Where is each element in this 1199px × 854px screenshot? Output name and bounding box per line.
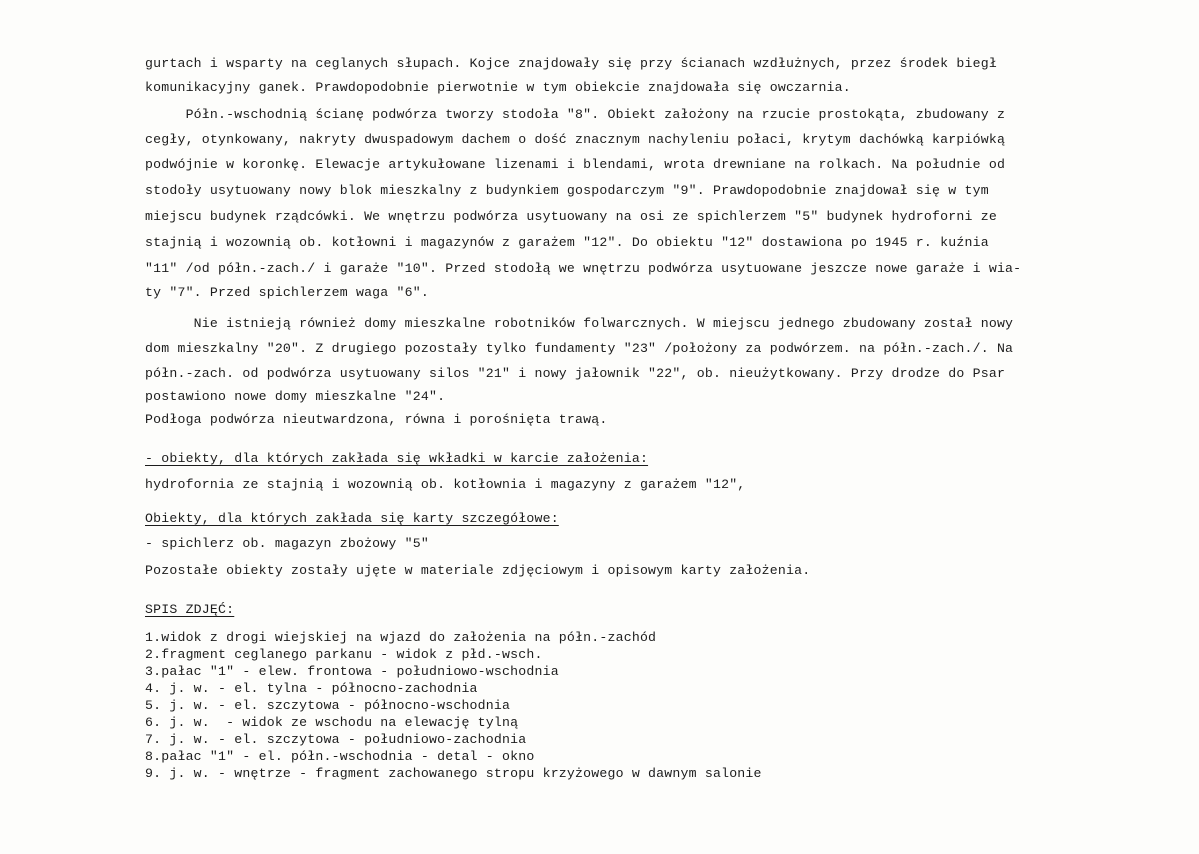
body-line: cegły, otynkowany, nakryty dwuspadowym dachem o dość znacznym nachyleniu połaci, krytym dachówką karpiówką	[145, 132, 1006, 147]
detail-section-note: Pozostałe obiekty zostały ujęte w materiale zdjęciowym i opisowym karty założenia.	[145, 563, 811, 578]
insert-section-text: hydrofornia ze stajnią i wozownią ob. kotłownia i magazyny z garażem "12",	[145, 477, 746, 492]
body-line: postawiono nowe domy mieszkalne "24".	[145, 389, 446, 404]
photo-list-item: 1.widok z drogi wiejskiej na wjazd do założenia na półn.-zachód	[145, 630, 657, 645]
body-line: komunikacyjny ganek. Prawdopodobnie pierwotnie w tym obiekcie znajdowała się owczarnia.	[145, 80, 851, 95]
body-line: dom mieszkalny "20". Z drugiego pozostały tylko fundamenty "23" /położony za podwórzem. na półn.-zach./. Na	[145, 341, 1014, 356]
body-line: "11" /od półn.-zach./ i garaże "10". Przed stodołą we wnętrzu podwórza usytuowane jeszcze nowe garaże i wia-	[145, 261, 1022, 276]
insert-section-heading: - obiekty, dla których zakłada się wkładki w karcie założenia:	[145, 451, 649, 466]
photo-list-heading: SPIS ZDJĘĆ:	[145, 602, 235, 617]
body-line: stajnią i wozownią ob. kotłowni i magazynów z garażem "12". Do obiektu "12" dostawiona po 1945 r. kuźnia	[145, 235, 989, 250]
body-line: półn.-zach. od podwórza usytuowany silos "21" i nowy jałownik "22", ob. nieużytkowany. Przy drodze do Psar	[145, 366, 1006, 381]
photo-list-item: 7. j. w. - el. szczytowa - południowo-zachodnia	[145, 732, 527, 747]
body-line: ty "7". Przed spichlerzem waga "6".	[145, 285, 429, 300]
photo-list-item: 6. j. w. - widok ze wschodu na elewację tylną	[145, 715, 519, 730]
body-line: stodoły usytuowany nowy blok mieszkalny z budynkiem gospodarczym "9". Prawdopodobnie znajdował się w tym	[145, 183, 989, 198]
detail-section-item: - spichlerz ob. magazyn zbożowy "5"	[145, 536, 429, 551]
photo-list-item: 9. j. w. - wnętrze - fragment zachowanego stropu krzyżowego w dawnym salonie	[145, 766, 762, 781]
photo-list-item: 3.pałac "1" - elew. frontowa - południowo-wschodnia	[145, 664, 559, 679]
photo-list-item: 8.pałac "1" - el. półn.-wschodnia - detal - okno	[145, 749, 535, 764]
photo-list-item: 5. j. w. - el. szczytowa - północno-wschodnia	[145, 698, 511, 713]
body-line: miejscu budynek rządcówki. We wnętrzu podwórza usytuowany na osi ze spichlerzem "5" budynek hydroforni ze	[145, 209, 997, 224]
photo-list-item: 2.fragment ceglanego parkanu - widok z płd.-wsch.	[145, 647, 543, 662]
body-line: Podłoga podwórza nieutwardzona, równa i porośnięta trawą.	[145, 412, 608, 427]
photo-list-item: 4. j. w. - el. tylna - północno-zachodnia	[145, 681, 478, 696]
body-line: Nie istnieją również domy mieszkalne robotników folwarcznych. W miejscu jednego zbudowany został nowy	[145, 316, 1014, 331]
body-line: Półn.-wschodnią ścianę podwórza tworzy stodoła "8". Obiekt założony na rzucie prostokąta, zbudowany z	[145, 107, 1006, 122]
body-line: gurtach i wsparty na ceglanych słupach. Kojce znajdowały się przy ścianach wzdłużnych, przez środek biegł	[145, 56, 997, 71]
detail-section-heading: Obiekty, dla których zakłada się karty szczegółowe:	[145, 511, 559, 526]
body-line: podwójnie w koronkę. Elewacje artykułowane lizenami i blendami, wrota drewniane na rolkach. Na południe od	[145, 157, 1006, 172]
